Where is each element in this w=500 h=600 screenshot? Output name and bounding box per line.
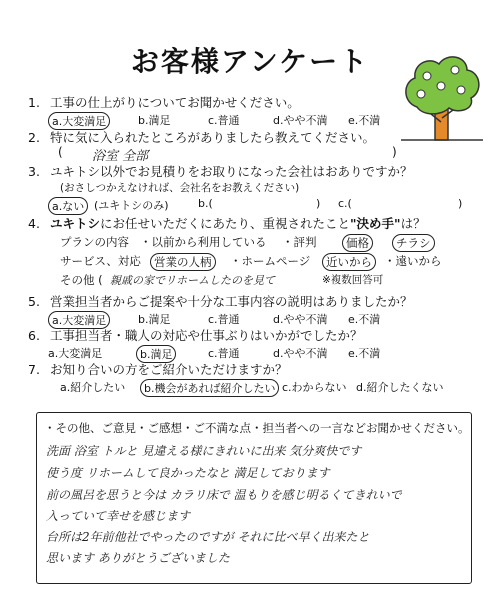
q1-option-c[interactable]: c.普通 — [208, 114, 240, 127]
question-1 — [28, 93, 300, 111]
q3-option-a-note: (ユキトシのみ) — [94, 199, 169, 212]
comment-heading: ・その他、ご意見・ご感想・ご不満な点・担当者への一言などお聞かせください。 — [44, 421, 470, 435]
comment-line-5: 台所は2年前他社でやったのですが それに比べ早く出来たと — [46, 530, 370, 544]
q6-option-e[interactable]: e.不満 — [348, 347, 381, 360]
comment-line-1: 洗面 浴室 トルと 見違える様にきれいに出来 気分爽快です — [46, 444, 362, 458]
q6-option-a[interactable]: a.大変満足 — [48, 347, 103, 360]
q2-answer[interactable]: 浴室 全部 — [92, 149, 149, 164]
comment-line-2: 使う度 リホームして良かったなと 満足しております — [46, 466, 330, 480]
q1-option-e[interactable]: e.不満 — [348, 114, 381, 127]
q1-option-a[interactable]: a.大変満足 — [48, 112, 110, 130]
question-text: にお任せいただくにあたり、重視されたこと — [100, 216, 351, 231]
q4-option-nearby[interactable]: 近いから — [322, 253, 376, 271]
q4-option-service[interactable]: サービス、対応 — [60, 254, 141, 268]
q6-option-b[interactable]: b.満足 — [136, 345, 176, 363]
q3-option-c-close: ) — [458, 197, 463, 210]
question-number: 5. — [28, 294, 40, 309]
q4-option-far[interactable]: ・遠いから — [384, 254, 442, 268]
question-number: 3. — [28, 164, 40, 179]
q4-option-previous[interactable]: ・以前から利用している — [140, 235, 267, 249]
question-number: 2. — [28, 130, 40, 145]
question-6 — [28, 326, 363, 344]
q5-option-c[interactable]: c.普通 — [208, 313, 240, 326]
close-paren: ) — [392, 145, 397, 159]
question-text: 営業担当者からご提案や十分な工事内容の説明はありましたか？ — [50, 294, 413, 309]
q4-other-label: その他 ( — [60, 273, 103, 287]
q6-option-c[interactable]: c.普通 — [208, 347, 240, 360]
comment-line-4: 入っていて幸せを感じます — [46, 509, 191, 523]
q3-option-a[interactable]: a.ない — [48, 197, 88, 215]
q3-subtext: (おさしつかえなければ、会社名をお教えください) — [60, 182, 300, 194]
q7-option-d[interactable]: d.紹介したくない — [356, 381, 444, 394]
question-4 — [28, 214, 426, 232]
q4-option-homepage[interactable]: ・ホームページ — [230, 254, 311, 268]
tree-icon — [397, 52, 487, 144]
comment-line-6: 思います ありがとうございました — [46, 551, 230, 565]
question-text: お知り合いの方をご紹介いただけますか？ — [50, 362, 288, 377]
question-number: 6. — [28, 328, 40, 343]
q1-option-d[interactable]: d.やや不満 — [273, 114, 328, 127]
q5-option-d[interactable]: d.やや不満 — [273, 313, 328, 326]
q5-option-e[interactable]: e.不満 — [348, 313, 381, 326]
brand-name: ユキトシ — [50, 216, 101, 231]
question-number: 4. — [28, 216, 40, 231]
q5-option-b[interactable]: b.満足 — [138, 313, 171, 326]
page-title: お客様アンケート — [130, 45, 370, 78]
q7-option-a[interactable]: a.紹介したい — [60, 381, 126, 394]
q3-option-b-close: ) — [316, 197, 321, 210]
question-text: 工事の仕上がりについてお聞かせください。 — [50, 95, 300, 110]
question-number: 7. — [28, 362, 40, 377]
q5-option-a[interactable]: a.大変満足 — [48, 311, 110, 329]
q1-option-b[interactable]: b.満足 — [138, 114, 171, 127]
question-number: 1. — [28, 95, 40, 110]
question-text: ユキトシ以外でお見積りをお取りになった会社はおありですか？ — [50, 164, 413, 179]
comment-line-3: 前の風呂を思うと今は カラリ床で 温もりを感じ明るくてきれいで — [46, 488, 402, 502]
question-text: 工事担当者・職人の対応や仕事ぶりはいかがでしたか？ — [50, 328, 363, 343]
q4-option-flyer[interactable]: チラシ — [392, 234, 435, 252]
q4-option-plan[interactable]: プランの内容 — [60, 235, 129, 249]
q3-option-b[interactable]: b.( — [198, 197, 213, 210]
question-3 — [28, 162, 413, 180]
open-paren: ( — [58, 145, 63, 159]
q7-option-b[interactable]: b.機会があれば紹介したい — [140, 379, 279, 397]
question-text: 特に気に入られたところがありましたら教えてください。 — [50, 130, 376, 145]
q7-option-c[interactable]: c.わからない — [282, 381, 347, 394]
q4-option-reputation[interactable]: ・評判 — [282, 235, 317, 249]
question-text-end: は？ — [400, 216, 426, 231]
kimete-label: "決め手" — [350, 216, 401, 231]
q4-option-sales-person[interactable]: 営業の人柄 — [150, 253, 216, 271]
q4-multi-note: ※複数回答可 — [322, 274, 384, 286]
question-7 — [28, 360, 288, 378]
q3-option-c[interactable]: c.( — [338, 197, 352, 210]
q6-option-d[interactable]: d.やや不満 — [273, 347, 328, 360]
q4-option-price[interactable]: 価格 — [342, 234, 373, 252]
question-5 — [28, 292, 413, 310]
q4-other-answer[interactable]: 親戚の家でリホームしたのを見て — [110, 274, 275, 287]
question-2 — [28, 128, 375, 146]
